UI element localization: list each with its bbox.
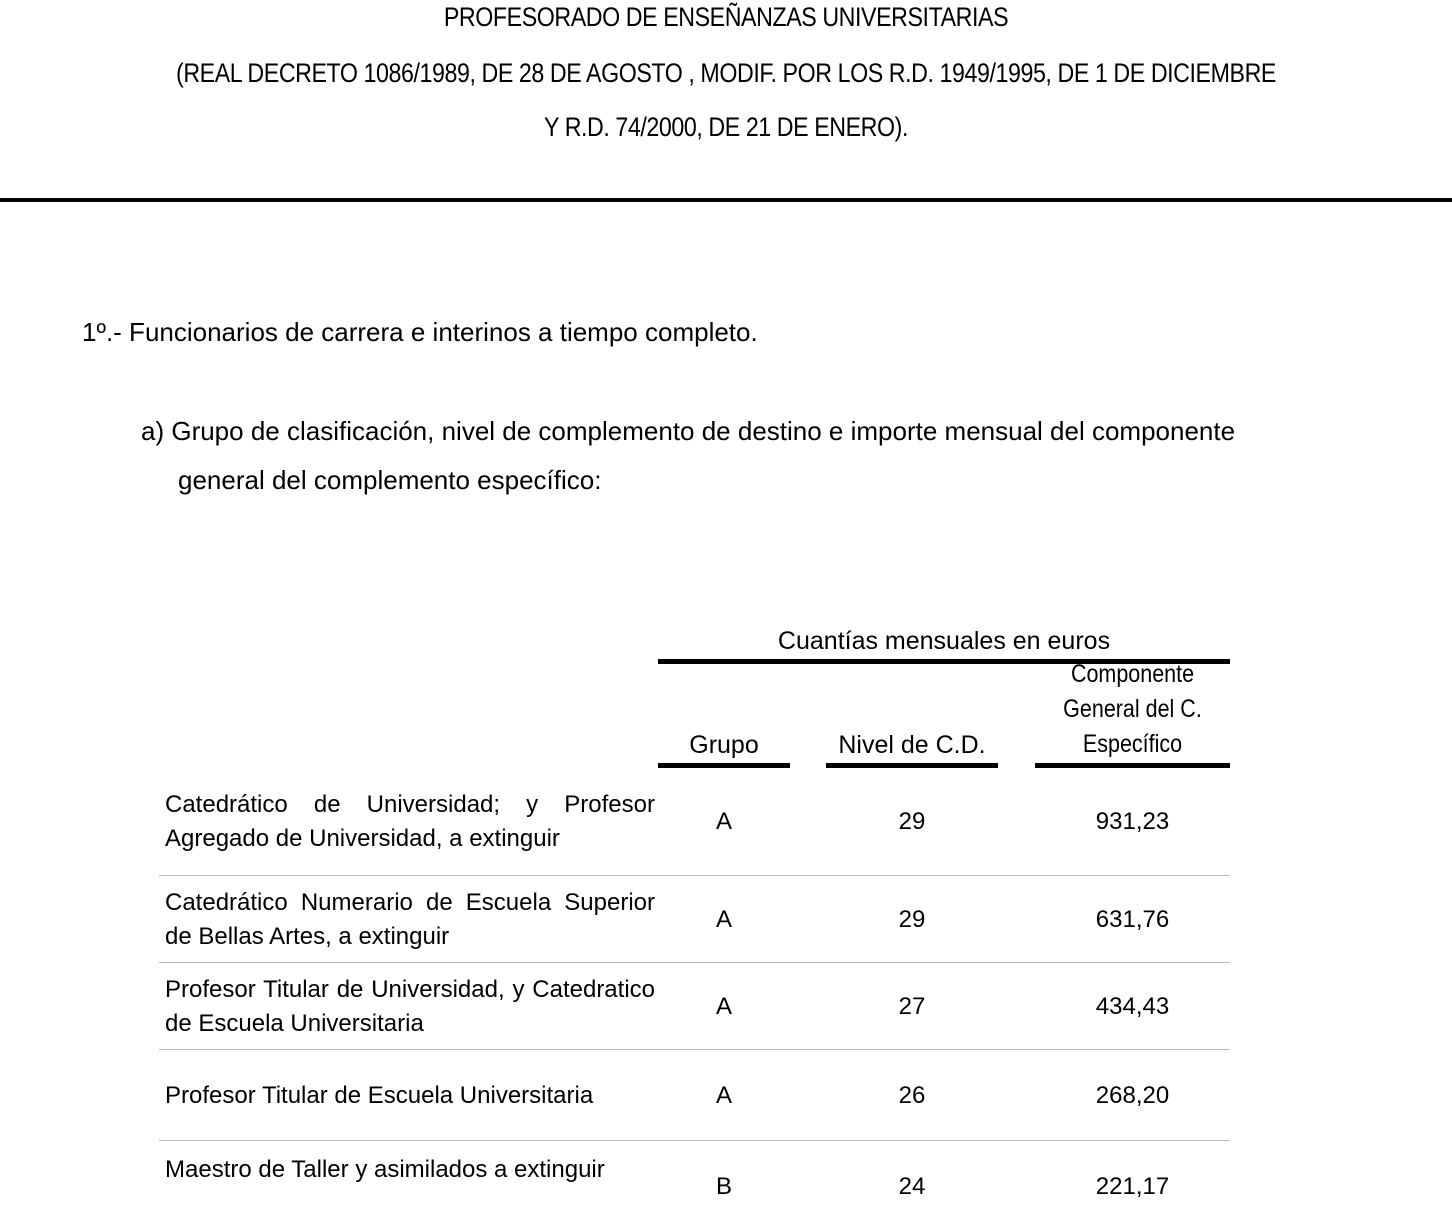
- column-header-nivel: Nivel de C.D.: [838, 731, 986, 759]
- row-nivel: 24: [898, 1173, 926, 1200]
- row-grupo: A: [715, 906, 732, 933]
- componente-header-rule: [1035, 763, 1230, 768]
- row-divider: [159, 1140, 1230, 1141]
- row-importe: 268,20: [1095, 1082, 1170, 1109]
- column-header-grupo: Grupo: [689, 731, 759, 759]
- row-importe: 931,23: [1095, 808, 1170, 835]
- section-heading: 1º.- Funcionarios de carrera e interinos a tiempo completo.: [82, 317, 758, 347]
- grupo-header-rule: [658, 763, 790, 768]
- row-importe: 434,43: [1095, 993, 1170, 1020]
- decree-reference-line-2: Y R.D. 74/2000, DE 21 DE ENERO).: [544, 112, 908, 142]
- header-divider: [0, 198, 1452, 202]
- row-importe: 631,76: [1095, 906, 1170, 933]
- row-label: Profesor Titular de Universidad, y Catedratico de Escuela Universitaria: [165, 976, 655, 1037]
- subsection-heading-line-1: a) Grupo de clasificación, nivel de complemento de destino e importe mensual del componente: [141, 416, 1236, 446]
- decree-reference-line-1: (REAL DECRETO 1086/1989, DE 28 DE AGOSTO , MODIF. POR LOS R.D. 1949/1995, DE 1 DE DICIEMBRE: [176, 58, 1276, 88]
- row-nivel: 29: [898, 808, 926, 835]
- row-divider: [159, 1049, 1230, 1050]
- column-header-componente: [1049, 657, 1217, 762]
- row-nivel: 27: [898, 993, 926, 1020]
- row-label: Maestro de Taller y asimilados a extinguir: [165, 1156, 605, 1183]
- row-label: Catedrático de Universidad; y Profesor Agregado de Universidad, a extinguir: [165, 791, 655, 852]
- column-header-componente-line-3: Específico: [1082, 730, 1183, 758]
- row-label: Profesor Titular de Escuela Universitaria: [165, 1082, 594, 1109]
- row-grupo: B: [715, 1173, 732, 1200]
- subsection-heading-line-2: general del complemento específico:: [178, 465, 602, 495]
- column-header-componente-line-2: General del C.: [1063, 695, 1202, 723]
- column-header-componente-line-1: Componente: [1070, 660, 1195, 688]
- row-importe: 221,17: [1095, 1173, 1170, 1200]
- row-grupo: A: [715, 993, 732, 1020]
- row-label: Catedrático Numerario de Escuela Superior de Bellas Artes, a extinguir: [165, 889, 655, 950]
- nivel-header-rule: [826, 763, 998, 768]
- row-nivel: 29: [898, 906, 926, 933]
- document-title: PROFESORADO DE ENSEÑANZAS UNIVERSITARIAS: [443, 2, 1009, 32]
- row-grupo: A: [715, 1082, 732, 1109]
- row-divider: [159, 962, 1230, 963]
- row-divider: [159, 875, 1230, 876]
- row-nivel: 26: [898, 1082, 926, 1109]
- table-super-header: Cuantías mensuales en euros: [777, 627, 1111, 655]
- row-grupo: A: [715, 808, 732, 835]
